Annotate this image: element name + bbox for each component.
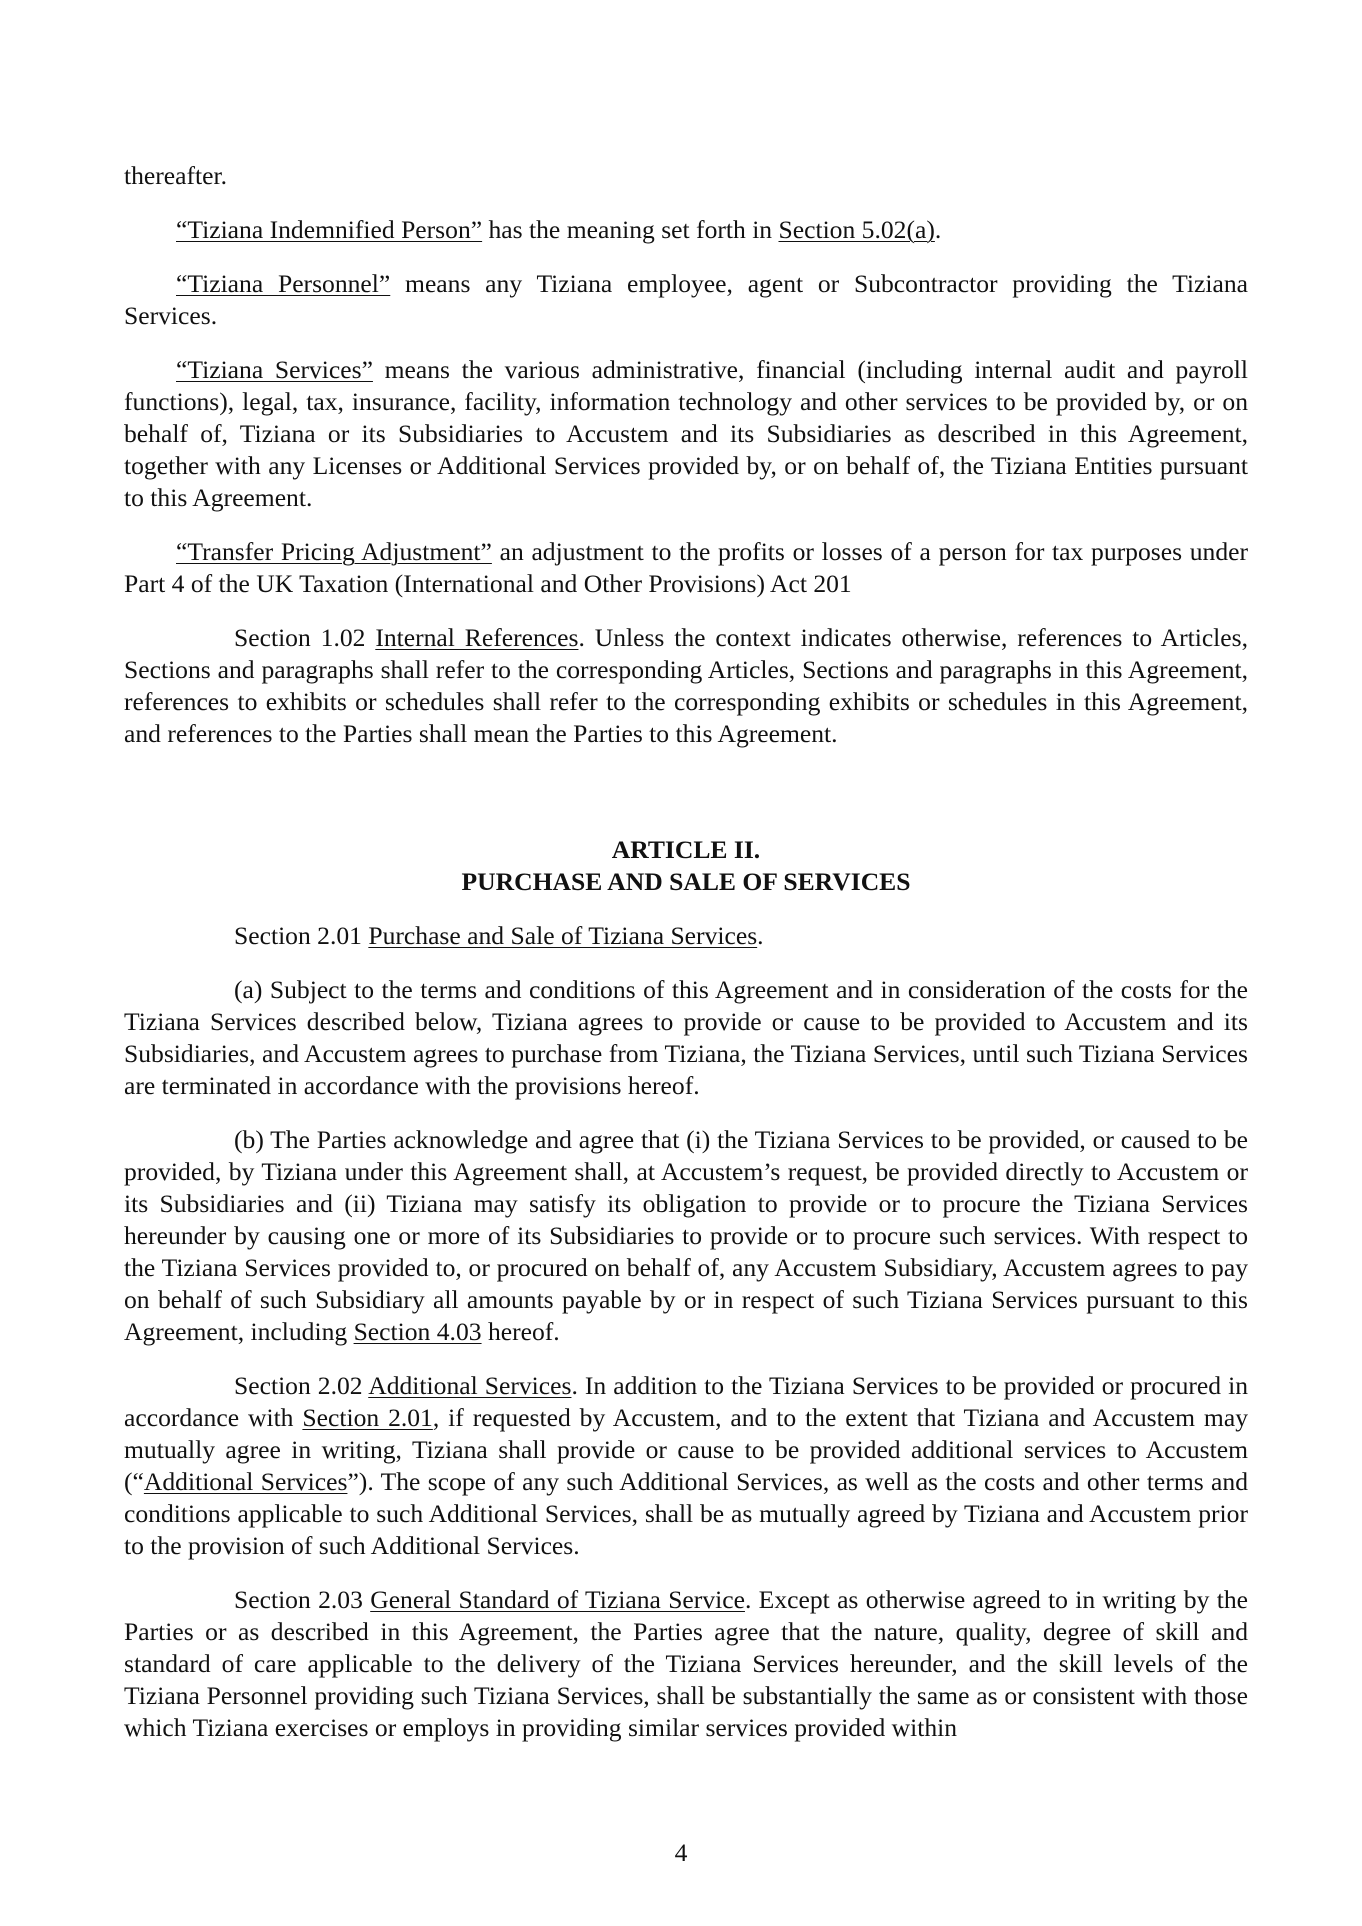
defined-term: “Tiziana Personnel” (176, 269, 391, 298)
article-title: PURCHASE AND SALE OF SERVICES (461, 867, 911, 896)
article-number: ARTICLE II. (611, 835, 761, 864)
continuation-text: thereafter. (124, 161, 228, 190)
document-page (124, 160, 1248, 1766)
section-text: . Except as otherwise agreed to in writing by the Parties or as described in this Agreement, the Parties agree that the nature, quality, degree of skill and standard of care applicable to the delivery of the Tiziana Services hereunder, and the skill levels of the Tiziana Personnel providing such Tiziana Services, shall be substantially the same as or consistent with those which Tiziana exercises or employs in providing similar services provided within (124, 1585, 1249, 1742)
section-title: Additional Services (368, 1371, 572, 1400)
page-number: 4 (674, 1838, 688, 1867)
section-number: Section 1.02 (234, 623, 376, 652)
section-title: General Standard of Tiziana Service (370, 1585, 745, 1614)
defined-term: Additional Services (143, 1467, 348, 1496)
paragraph-text: (b) The Parties acknowledge and agree that (i) the Tiziana Services to be provided, or caused to be provided, by Tiziana under this Agreement shall, at Accustem’s request, be provided directly to Accustem or its Subsidiaries and (ii) Tiziana may satisfy its obligation to provide or to procure the Tiziana Services hereunder by causing one or more of its Subsidiaries to provide or to procure such services. With respect to the Tiziana Services provided to, or procured on behalf of, any Accustem Subsidiary, Accustem agrees to pay on behalf of such Subsidiary all amounts payable by or in respect of such Tiziana Services pursuant to this Agreement, including (124, 1125, 1248, 1346)
section-2-01-a: (a) Subject to the terms and conditions of this Agreement and in consideration of the costs for the Tiziana Services described below, Tiziana agrees to provide or cause to be provided to Accustem and its Subsidiaries, and Accustem agrees to purchase from Tiziana, the Tiziana Services, until such Tiziana Services are terminated in accordance with the provisions hereof. (124, 975, 1248, 1100)
section-2-01-b: (b) The Parties acknowledge and agree that (i) the Tiziana Services to be provided, or caused to be provided, by Tiziana under this Agreement shall, at Accustem’s request, be provided directly to Accustem or its Subsidiaries and (ii) Tiziana may satisfy its obligation to provide or to procure the Tiziana Services hereunder by causing one or more of its Subsidiaries to provide or to procure such services. With respect to the Tiziana Services provided to, or procured on behalf of, any Accustem Subsidiary, Accustem agrees to pay on behalf of such Subsidiary all amounts payable by or in respect of such Tiziana Services pursuant to this Agreement, including Section 4.03 hereof. (124, 1125, 1248, 1346)
defined-term: “Transfer Pricing Adjustment” (176, 537, 492, 566)
section-2-02: Section 2.02 Additional Services. In addition to the Tiziana Services to be provided or procured in accordance with Section 2.01, if requested by Accustem, and to the extent that Tiziana and Accustem may mutually agree in writing, Tiziana shall provide or cause to be provided additional services to Accustem (“Additional Services”). The scope of any such Additional Services, as well as the costs and other terms and conditions applicable to such Additional Services, shall be as mutually agreed by Tiziana and Accustem prior to the provision of such Additional Services. (124, 1371, 1248, 1560)
definition-transfer-pricing (124, 536, 1248, 600)
section-2-03 (124, 1584, 1248, 1744)
section-2-01: Section 2.01 Purchase and Sale of Tiziana Services. (234, 921, 764, 950)
section-title: Purchase and Sale of Tiziana Services (368, 921, 758, 950)
definition-personnel (124, 268, 1248, 332)
definition-services (124, 354, 1248, 514)
section-number: Section 2.03 (234, 1585, 371, 1614)
section-reference: Section 2.01 (302, 1403, 433, 1432)
defined-term: “Tiziana Services” (176, 355, 373, 384)
definition-text: an adjustment to the profits or losses of a person for tax purposes under Part 4 of the UK Taxation (International and Other Provisions) Act 201 (124, 537, 1249, 598)
section-number: Section 2.02 (234, 1371, 369, 1400)
definition-text: means any Tiziana employee, agent or Subcontractor providing the Tiziana Services. (124, 269, 1248, 330)
definition-text: has the meaning set forth in (482, 215, 779, 244)
definition-indemnified-person: “Tiziana Indemnified Person” has the meaning set forth in Section 5.02(a). (176, 215, 942, 244)
section-title: Internal References (375, 623, 579, 652)
section-reference: Section 4.03 (353, 1317, 482, 1346)
section-1-02 (124, 622, 1248, 750)
definition-text: means the various administrative, financial (including internal audit and payroll functions), legal, tax, insurance, facility, information technology and other services to be provided by, or on behalf of, Tiziana or its Subsidiaries to Accustem and its Subsidiaries as described in this Agreement, together with any Licenses or Additional Services provided by, or on behalf of, the Tiziana Entities pursuant to this Agreement. (124, 355, 1249, 512)
section-number: Section 2.01 (234, 921, 369, 950)
defined-term: “Tiziana Indemnified Person” (176, 215, 483, 244)
section-text: . Unless the context indicates otherwise, references to Articles, Sections and paragraphs shall refer to the corresponding Articles, Sections and paragraphs in this Agreement, references to exhibits or schedules shall refer to the corresponding exhibits or schedules in this Agreement, and references to the Parties shall mean the Parties to this Agreement. (124, 623, 1249, 748)
article-heading (124, 834, 1248, 898)
section-reference: Section 5.02(a) (778, 215, 935, 244)
